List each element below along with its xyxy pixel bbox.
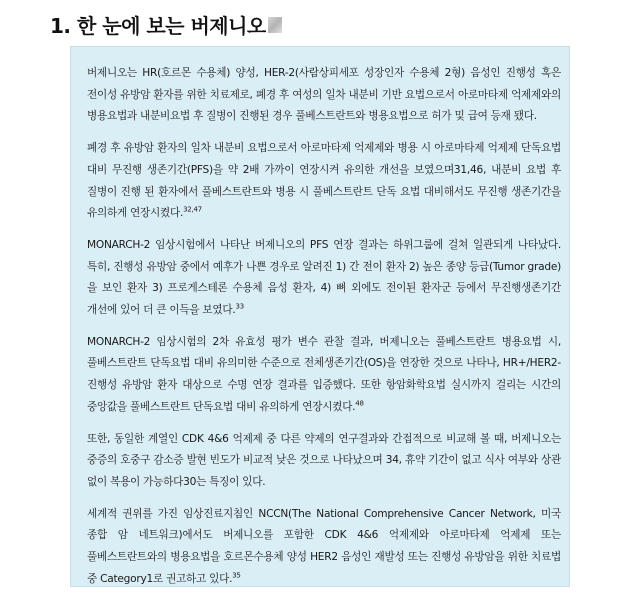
reference-superscript: 48 (355, 399, 364, 408)
reference-superscript: 32,47 (183, 205, 202, 214)
paragraph-overview: 버제니오는 HR(호르몬 수용체) 양성, HER-2(사람상피세포 성장인자 수용체 2형) 음성인 진행성 혹은 전이성 유방암 환자를 위한 치료제로, 폐경 후 여성의 일차 내분비 기반 요법으로서 아로마타제 억제제와의 병용요법과 내분비요법 후 질병이 진행된 경우 풀베스트란트와 병용요법으로 허가 및 급여 등재 됐다. (87, 67, 561, 123)
paragraph-nccn: 세계적 권위를 가진 임상진료지침인 NCCN(The National Comprehensive Cancer Network, 미국 종합 암 네트워크)에서도 버제니오를 포함한 CDK 4&6 억제제와 아로마타제 억제제 또는 풀베스트란트와의 병용요법을 호르몬수용체 양성 HER2 음성인 재발성 또는 진행성 유방암을 위한 치료법 중 Category1로 권고하고 있다.$^{35}$ (87, 507, 561, 585)
summary-box (70, 46, 570, 587)
heading-text: 1. 한 눈에 보는 버제니오 (50, 14, 266, 38)
paragraph-monarch2-os: MONARCH-2 임상시험의 2차 유효성 평가 변수 관찰 결과, 버제니오는 풀베스트란트 병용요법 시, 풀베스트란트 단독요법 대비 유의미한 수준으로 전체생존기간(OS)을 연장한 것으로 나타나, HR+/HER2- 진행성 유방암 환자 대상으로 수명 연장 결과를 입증했다. 또한 항암화학요법 실시까지 걸리는 시간의 중앙값을 풀베스트란트 단독요법 대비 유의하게 연장시켰다.$^{48}$ (87, 335, 561, 413)
watermark-icon (268, 17, 282, 33)
paragraph-first-line-therapy: 폐경 후 유방암 환자의 일차 내분비 요법으로서 아로마타제 억제제와 병용 시 아로마타제 억제제 단독요법 대비 무진행 생존기간(PFS)을 약 2배 가까이 연장시켜 유의한 개선을 보였으며31,46, 내분비 요법 후 질병이 진행 된 환자에서 풀베스트란트와 병용 시 풀베스트란트 단독 요법 대비해서도 무진행 생존기간을 유의하게 연장시켰다.$^{32,47}$ (87, 142, 561, 220)
section-heading (50, 10, 282, 39)
paragraph-safety: 또한, 동일한 계열인 CDK 4&6 억제제 중 다른 약제의 연구결과와 간접적으로 비교해 볼 때, 버제니오는 중증의 호중구 감소증 발현 빈도가 비교적 낮은 것으로 나타났으며 34, 휴약 기간이 없고 식사 여부와 상관 없이 복용이 가능하다30는 특징이 있다. (87, 432, 561, 488)
reference-superscript: 33 (235, 302, 244, 311)
reference-superscript: 35 (232, 571, 241, 580)
paragraph-monarch2-pfs: MONARCH-2 임상시험에서 나타난 버제니오의 PFS 연장 결과는 하위그룹에 걸쳐 일관되게 나타났다. 특히, 진행성 유방암 중에서 예후가 나쁜 경우로 알려진 1) 간 전이 환자 2) 높은 종양 등급(Tumor grade)을 보인 환자 3) 프로게스테론 수용체 음성 환자, 4) 뼈 외에도 전이된 환자군 등에서 무진행생존기간 개선에 있어 더 큰 이득을 보였다.$^{33}$ (87, 238, 561, 317)
